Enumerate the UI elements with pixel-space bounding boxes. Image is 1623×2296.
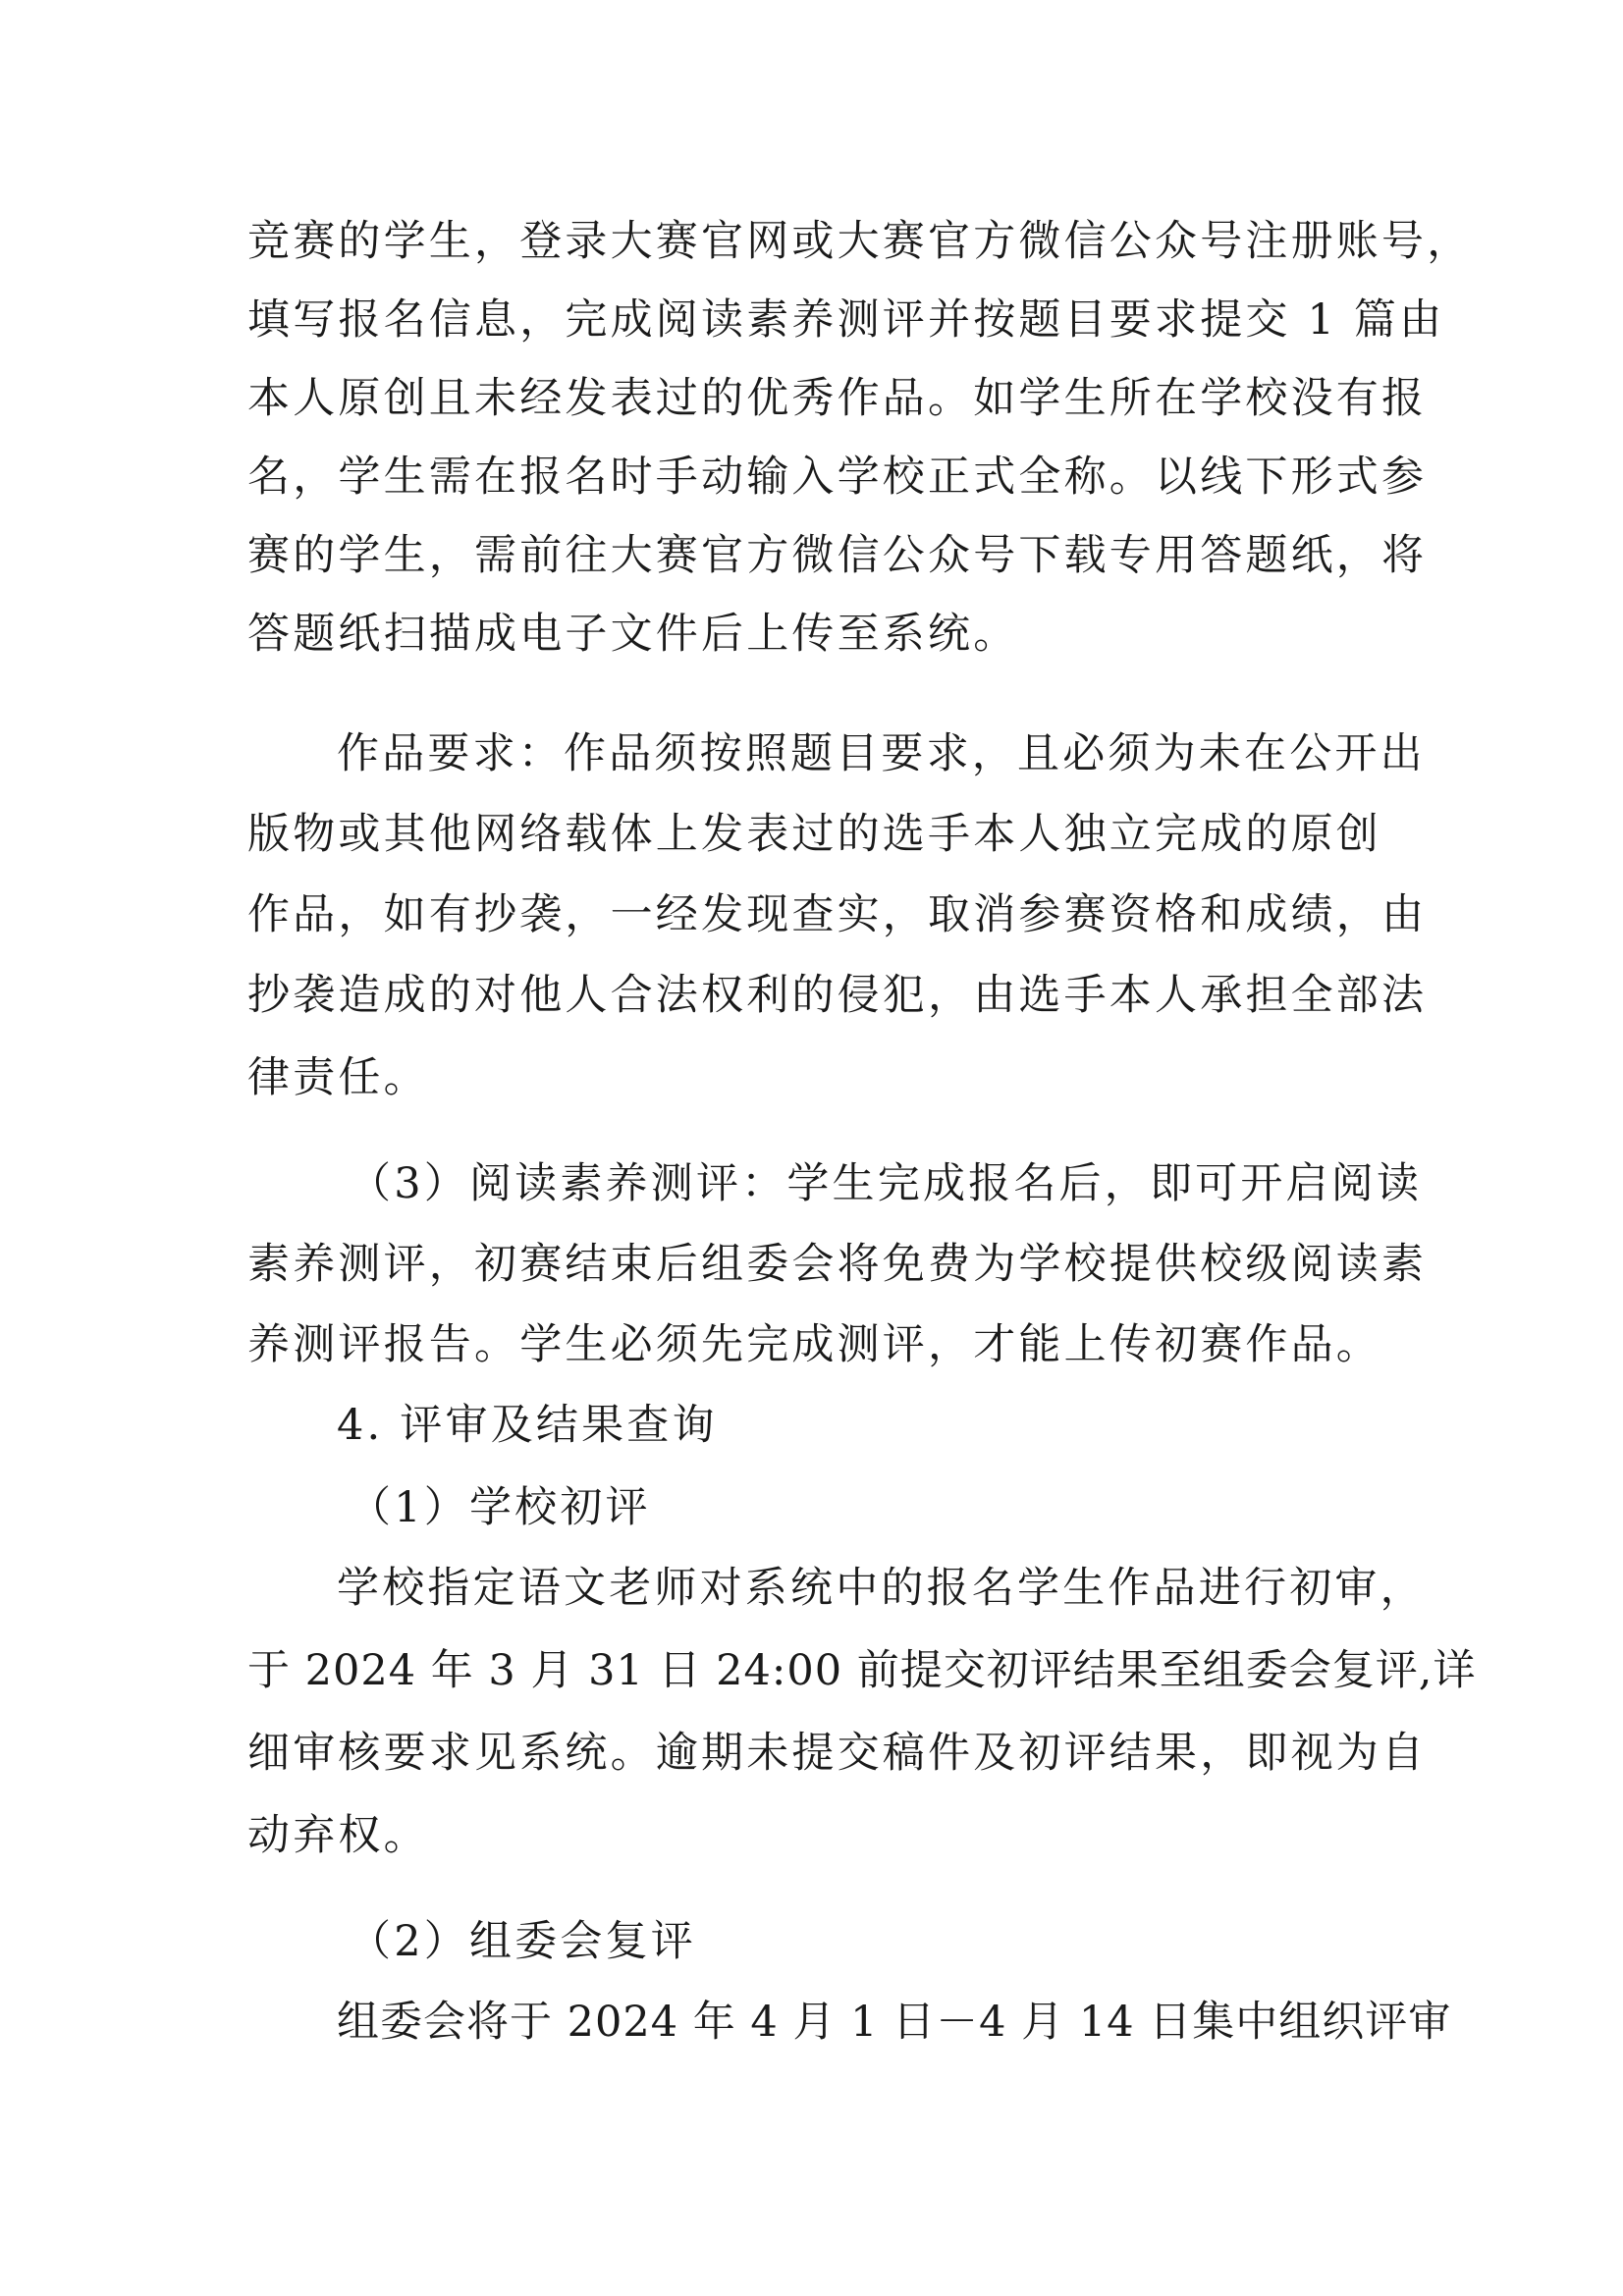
text-line: 细审核要求见系统。逾期未提交稿件及初评结果，即视为自 — [247, 1729, 1428, 1778]
text-line: 名，学生需在报名时手动输入学校正式全称。以线下形式参 — [247, 453, 1428, 502]
subsection-heading: （2）组委会复评 — [349, 1917, 696, 1966]
text-line: 赛的学生，需前往大赛官方微信公众号下载专用答题纸，将 — [247, 531, 1428, 580]
text-line: 作品要求：作品须按照题目要求，且必须为未在公开出 — [337, 729, 1426, 778]
text-line: 答题纸扫描成电子文件后上传至系统。 — [247, 610, 1019, 659]
text-line: 竞赛的学生，登录大赛官网或大赛官方微信公众号注册账号， — [247, 217, 1473, 266]
text-line: 动弃权。 — [247, 1811, 429, 1860]
text-line: 养测评报告。学生必须先完成测评，才能上传初赛作品。 — [247, 1320, 1381, 1369]
text-line: （3）阅读素养测评：学生完成报名后，即可开启阅读 — [349, 1159, 1423, 1208]
text-line: 组委会将于 2024 年 4 月 1 日－4 月 14 日集中组织评审 — [337, 1998, 1452, 2047]
section-heading: 4. 评审及结果查询 — [337, 1401, 718, 1450]
text-line: 作品，如有抄袭，一经发现查实，取消参赛资格和成绩，由 — [247, 890, 1428, 939]
text-line: 抄袭造成的对他人合法权利的侵犯，由选手本人承担全部法 — [247, 971, 1428, 1020]
text-line: 版物或其他网络载体上发表过的选手本人独立完成的原创 — [247, 810, 1381, 859]
text-line: 填写报名信息，完成阅读素养测评并按题目要求提交 1 篇由 — [247, 295, 1445, 345]
text-line: 律责任。 — [247, 1053, 429, 1102]
text-line: 学校指定语文老师对系统中的报名学生作品进行初审， — [337, 1564, 1426, 1613]
subsection-heading: （1）学校初评 — [349, 1483, 651, 1532]
text-line: 本人原创且未经发表过的优秀作品。如学生所在学校没有报 — [247, 374, 1428, 423]
text-line: 素养测评，初赛结束后组委会将免费为学校提供校级阅读素 — [247, 1240, 1428, 1289]
text-line: 于 2024 年 3 月 31 日 24:00 前提交初评结果至组委会复评,详 — [247, 1646, 1477, 1695]
